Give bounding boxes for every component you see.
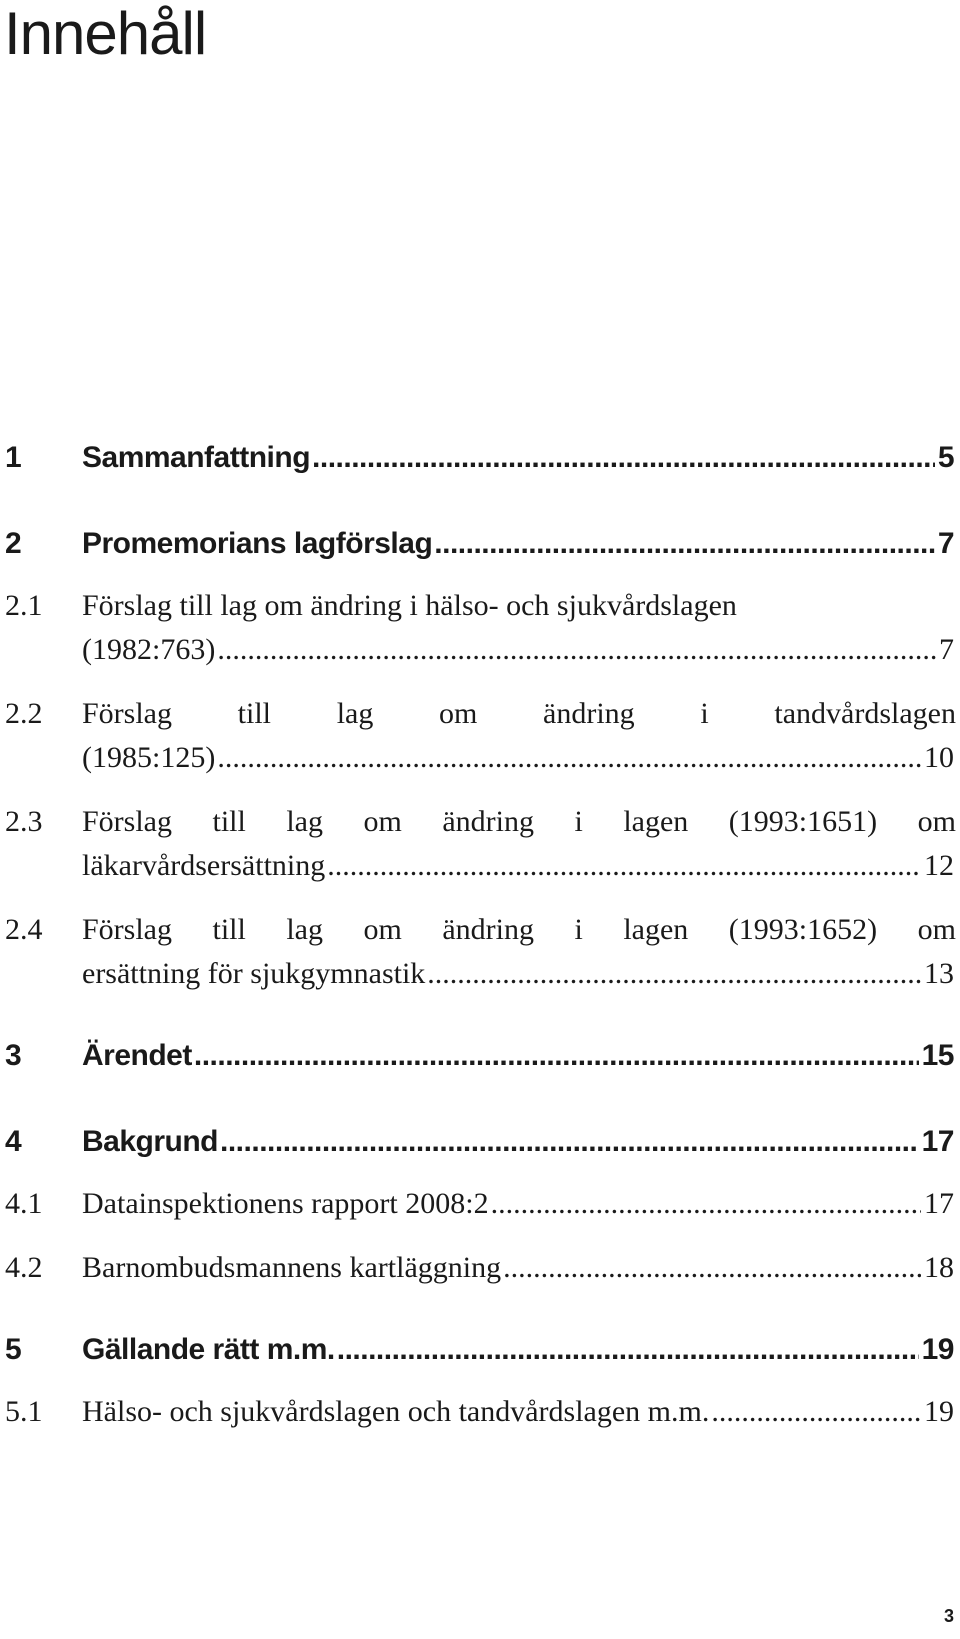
toc-title-line1 [82, 800, 956, 844]
toc-number: 1 [5, 441, 22, 474]
toc-number: 2.4 [5, 913, 43, 946]
word: ändring [543, 697, 635, 730]
toc-entry-1[interactable] [0, 436, 956, 480]
toc-title: Bakgrund [82, 1125, 219, 1158]
toc-title: Barnombudsmannens kartläggning [82, 1251, 502, 1284]
word: ändring [442, 913, 534, 946]
toc-page: 7 [939, 633, 954, 666]
toc-leader [327, 844, 921, 888]
toc-page: 7 [937, 527, 954, 560]
toc-page: 19 [924, 1395, 954, 1428]
toc-leader [337, 1328, 919, 1372]
word: Förslag [82, 805, 172, 838]
word: till [237, 697, 272, 730]
toc-leader [217, 736, 921, 780]
toc-number: 4.2 [5, 1251, 43, 1284]
word: lag [286, 805, 323, 838]
word: lag [336, 697, 374, 730]
word: (1993:1651) [728, 805, 878, 838]
word: i [700, 697, 709, 730]
word: om [439, 697, 478, 730]
toc-number: 2.1 [5, 589, 43, 622]
toc-leader [491, 1182, 921, 1226]
word: (1993:1652) [728, 913, 878, 946]
toc-title: Datainspektionens rapport 2008:2 [82, 1187, 489, 1220]
toc-entry-4[interactable] [0, 1120, 956, 1164]
word: Förslag [82, 913, 172, 946]
toc-page: 19 [921, 1333, 954, 1366]
toc-number: 5 [5, 1333, 22, 1366]
toc-page: 10 [924, 741, 954, 774]
word: om [363, 805, 402, 838]
toc-number: 2.3 [5, 805, 43, 838]
toc-page: 17 [924, 1187, 954, 1220]
toc-page: 13 [924, 957, 954, 990]
toc-number: 2.2 [5, 697, 43, 730]
word: om [917, 805, 956, 838]
word: lagen [623, 805, 689, 838]
toc-title: Hälso- och sjukvårdslagen och tandvårdslagen m.m. [82, 1395, 710, 1428]
toc-title-line2: (1982:763) [82, 633, 216, 666]
word: till [212, 913, 246, 946]
toc-entry-2-4-cont[interactable] [0, 952, 956, 996]
toc-entry-2-4[interactable] [0, 908, 956, 952]
toc-number: 2 [5, 527, 22, 560]
word: om [917, 913, 956, 946]
page-title: Innehåll [4, 0, 207, 67]
toc-title-line1 [82, 692, 956, 736]
toc-entry-2-3-cont[interactable] [0, 844, 956, 888]
toc-title: Promemorians lagförslag [82, 527, 433, 560]
toc-entry-5-1[interactable] [0, 1390, 956, 1434]
word: Förslag [82, 697, 172, 730]
word: i [574, 805, 583, 838]
toc-entry-4-1[interactable] [0, 1182, 956, 1226]
toc-entry-5[interactable] [0, 1328, 956, 1372]
toc-leader [434, 522, 935, 566]
toc-page: 17 [921, 1125, 954, 1158]
toc-number: 4 [5, 1125, 22, 1158]
word: i [574, 913, 583, 946]
toc-page: 5 [937, 441, 954, 474]
toc-page: 12 [924, 849, 954, 882]
toc-title: Sammanfattning [82, 441, 311, 474]
toc-entry-2-2-cont[interactable] [0, 736, 956, 780]
toc-leader [503, 1246, 921, 1290]
toc-number: 3 [5, 1039, 22, 1072]
word: ändring [442, 805, 534, 838]
toc-title-line1 [82, 908, 956, 952]
toc-title-line2: läkarvårdsersättning [82, 849, 326, 882]
toc-title-line2: ersättning för sjukgymnastik [82, 957, 426, 990]
toc-leader [427, 952, 921, 996]
toc-leader [312, 436, 935, 480]
toc-title-line2: (1985:125) [82, 741, 216, 774]
toc-number: 4.1 [5, 1187, 43, 1220]
toc-page: 18 [924, 1251, 954, 1284]
toc-entry-4-2[interactable] [0, 1246, 956, 1290]
toc-page: 15 [921, 1039, 954, 1072]
page-number: 3 [943, 1606, 954, 1626]
toc-entry-2-3[interactable] [0, 800, 956, 844]
toc-title: Ärendet [82, 1039, 192, 1072]
toc-entry-2-1-cont[interactable] [0, 628, 956, 672]
toc-entry-2-1[interactable] [0, 584, 956, 628]
toc-leader [220, 1120, 919, 1164]
toc-entry-2-2[interactable] [0, 692, 956, 736]
word: lagen [623, 913, 689, 946]
toc-number: 5.1 [5, 1395, 43, 1428]
toc-title-line1: Förslag till lag om ändring i hälso- och sjukvårdslagen [82, 589, 737, 622]
toc-title: Gällande rätt m.m. [82, 1333, 335, 1366]
toc-entry-3[interactable] [0, 1034, 956, 1078]
toc-entry-2[interactable] [0, 522, 956, 566]
word: lag [286, 913, 323, 946]
toc-leader [217, 628, 936, 672]
toc-leader [194, 1034, 919, 1078]
word: till [212, 805, 246, 838]
word: om [363, 913, 402, 946]
toc-leader [711, 1390, 921, 1434]
word: tandvårdslagen [774, 697, 956, 730]
